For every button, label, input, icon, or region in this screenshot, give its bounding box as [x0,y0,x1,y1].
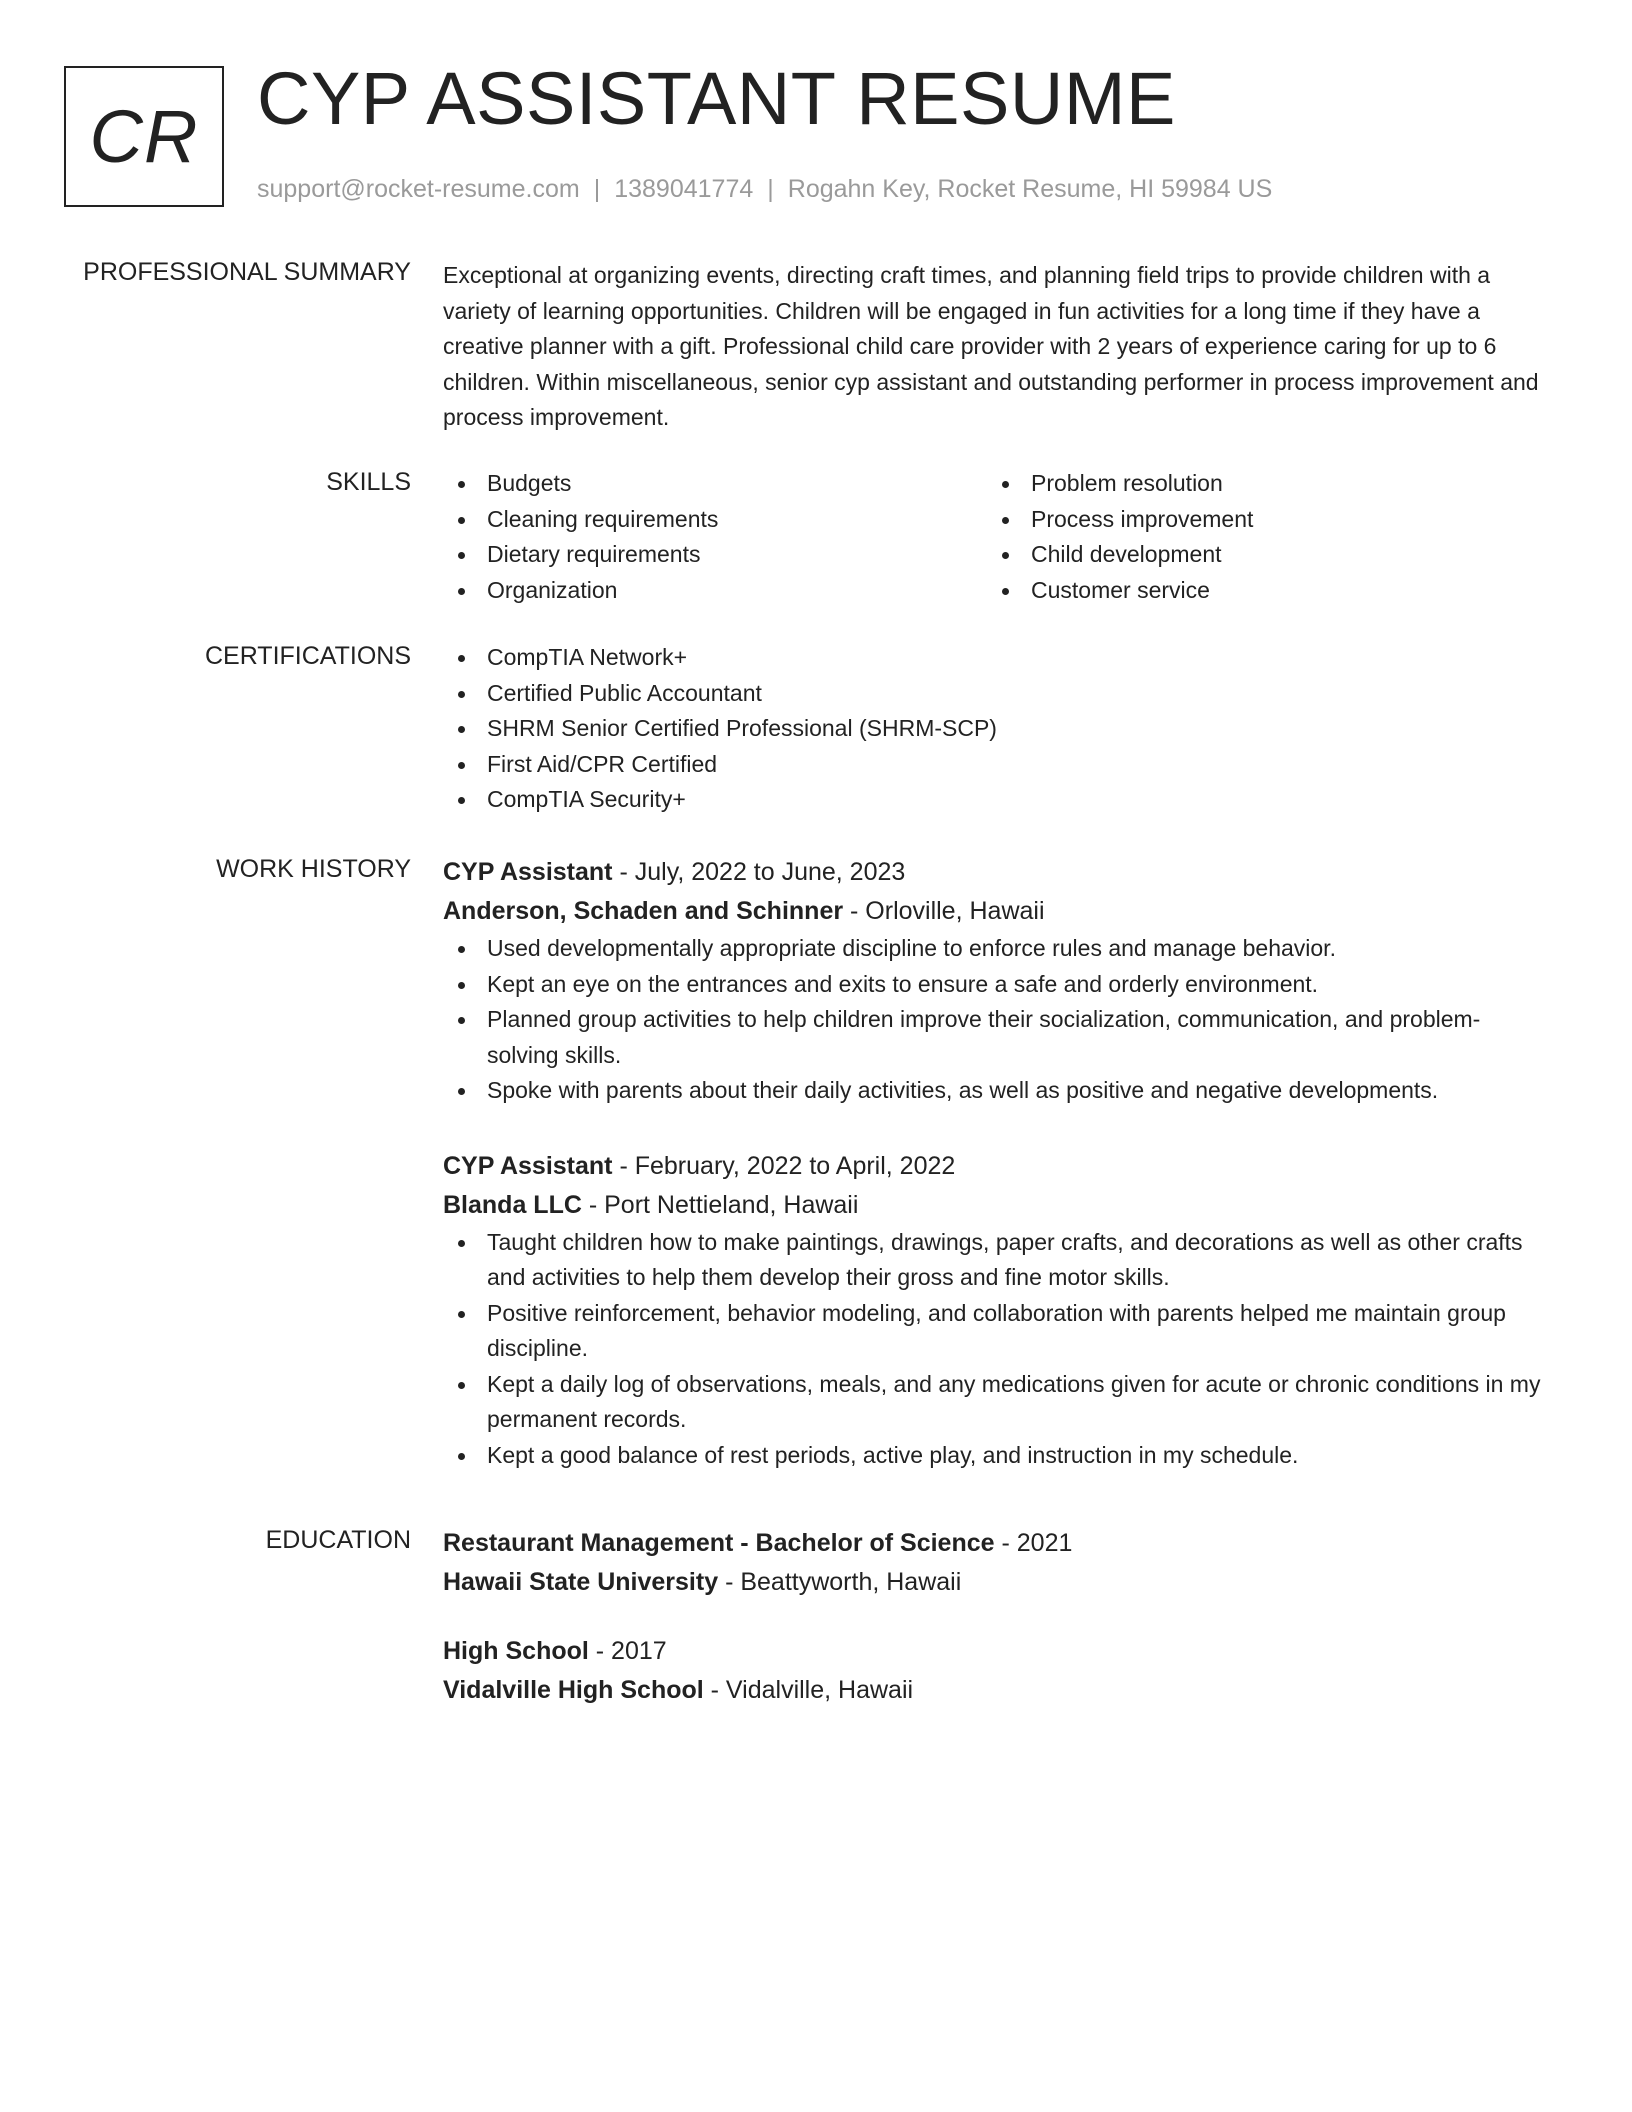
job-title: CYP Assistant [443,858,613,886]
education-body [443,1524,1551,1710]
job-duty-item: Positive reinforcement, behavior modeling, and collaboration with parents helped me maintain group discipline. [443,1296,1551,1367]
job-entry [443,1147,1551,1474]
job-duties-list [443,931,1551,1109]
skill-item: Customer service [987,573,1531,609]
job-company: Blanda LLC [443,1190,582,1219]
job-duty-item: Spoke with parents about their daily activities, as well as positive and negative developments. [443,1073,1551,1109]
job-duty-item: Planned group activities to help children improve their socialization, communication, and problem-solving skills. [443,1002,1551,1073]
certification-item: First Aid/CPR Certified [443,747,1551,783]
contact-email: support@rocket-resume.com [257,175,580,203]
monogram-logo [64,66,224,207]
job-dates: - July, 2022 to June, 2023 [612,858,906,886]
job-duty-item: Kept a good balance of rest periods, active play, and instruction in my schedule. [443,1438,1551,1474]
skill-item: Dietary requirements [443,537,987,573]
school-name: Vidalville High School [443,1676,704,1704]
school-line [443,1563,1551,1602]
certification-item: CompTIA Network+ [443,640,1551,676]
skills-body [443,466,1551,608]
contact-separator: | [593,175,601,203]
skills-list-left [443,466,987,608]
job-duty-item: Used developmentally appropriate discipline to enforce rules and manage behavior. [443,931,1551,967]
job-title-line [443,1147,1551,1186]
job-entry [443,853,1551,1109]
skill-item: Budgets [443,466,987,502]
education-label: EDUCATION [265,1526,411,1554]
job-duty-item: Kept a daily log of observations, meals, and any medications given for acute or chronic conditions in my permanent records. [443,1367,1551,1438]
school-line [443,1671,1551,1710]
degree-line [443,1632,1551,1671]
skills-list-right [987,466,1531,608]
work-history-body [443,853,1551,1473]
job-duty-item: Taught children how to make paintings, drawings, paper crafts, and decorations as well as other crafts and activities to help them develop their gross and fine motor skills. [443,1225,1551,1296]
degree-line [443,1524,1551,1563]
job-company-line [443,892,1551,931]
job-title-line [443,853,1551,892]
job-location: - Port Nettieland, Hawaii [581,1190,859,1219]
school-location: - Vidalville, Hawaii [703,1676,914,1704]
school-name: Hawaii State University [443,1568,719,1596]
school-location: - Beattyworth, Hawaii [718,1568,962,1596]
education-entry [443,1632,1551,1710]
skill-item: Process improvement [987,502,1531,538]
skill-item: Child development [987,537,1531,573]
job-duty-item: Kept an eye on the entrances and exits to ensure a safe and orderly environment. [443,967,1551,1003]
job-duties-list [443,1225,1551,1474]
summary-body [443,256,1551,436]
job-location: - Orloville, Hawaii [843,897,1045,925]
job-company: Anderson, Schaden and Schinner [443,897,844,925]
education-entry [443,1524,1551,1602]
resume-title: CYP ASSISTANT RESUME [257,57,1176,140]
certification-item: CompTIA Security+ [443,782,1551,818]
skills-grid [443,466,1551,608]
certification-item: SHRM Senior Certified Professional (SHRM-SCP) [443,711,1551,747]
job-dates: - February, 2022 to April, 2022 [612,1151,956,1180]
degree-year: - 2021 [994,1529,1073,1557]
certifications-body [443,640,1551,818]
certification-item: Certified Public Accountant [443,676,1551,712]
monogram-initials: CR [89,94,199,178]
contact-line [257,174,1272,204]
job-title: CYP Assistant [443,1151,613,1180]
degree-name: High School [443,1637,589,1665]
contact-separator: | [767,175,774,203]
contact-address: Rogahn Key, Rocket Resume, HI 59984 US [787,175,1273,203]
degree-name: Restaurant Management - Bachelor of Science [443,1529,995,1557]
skill-item: Organization [443,573,987,609]
skills-label: SKILLS [326,468,411,496]
job-company-line [443,1186,1551,1225]
contact-phone: 1389041774 [614,175,754,203]
certifications-list [443,640,1551,818]
skill-item: Cleaning requirements [443,502,987,538]
summary-label: PROFESSIONAL SUMMARY [83,258,411,286]
summary-text: Exceptional at organizing events, directing craft times, and planning field trips to provide children with a variety of learning opportunities. Children will be engaged in fun activities for a long time if they have a creative planner with a gift. Professional child care provider with 2 years of experience caring for up to 6 children. Within miscellaneous, senior cyp assistant and outstanding performer in process improvement and process improvement. [443,262,1539,430]
skill-item: Problem resolution [987,466,1531,502]
degree-year: - 2017 [588,1637,667,1665]
certifications-label: CERTIFICATIONS [204,642,411,670]
work-history-label: WORK HISTORY [216,855,411,883]
